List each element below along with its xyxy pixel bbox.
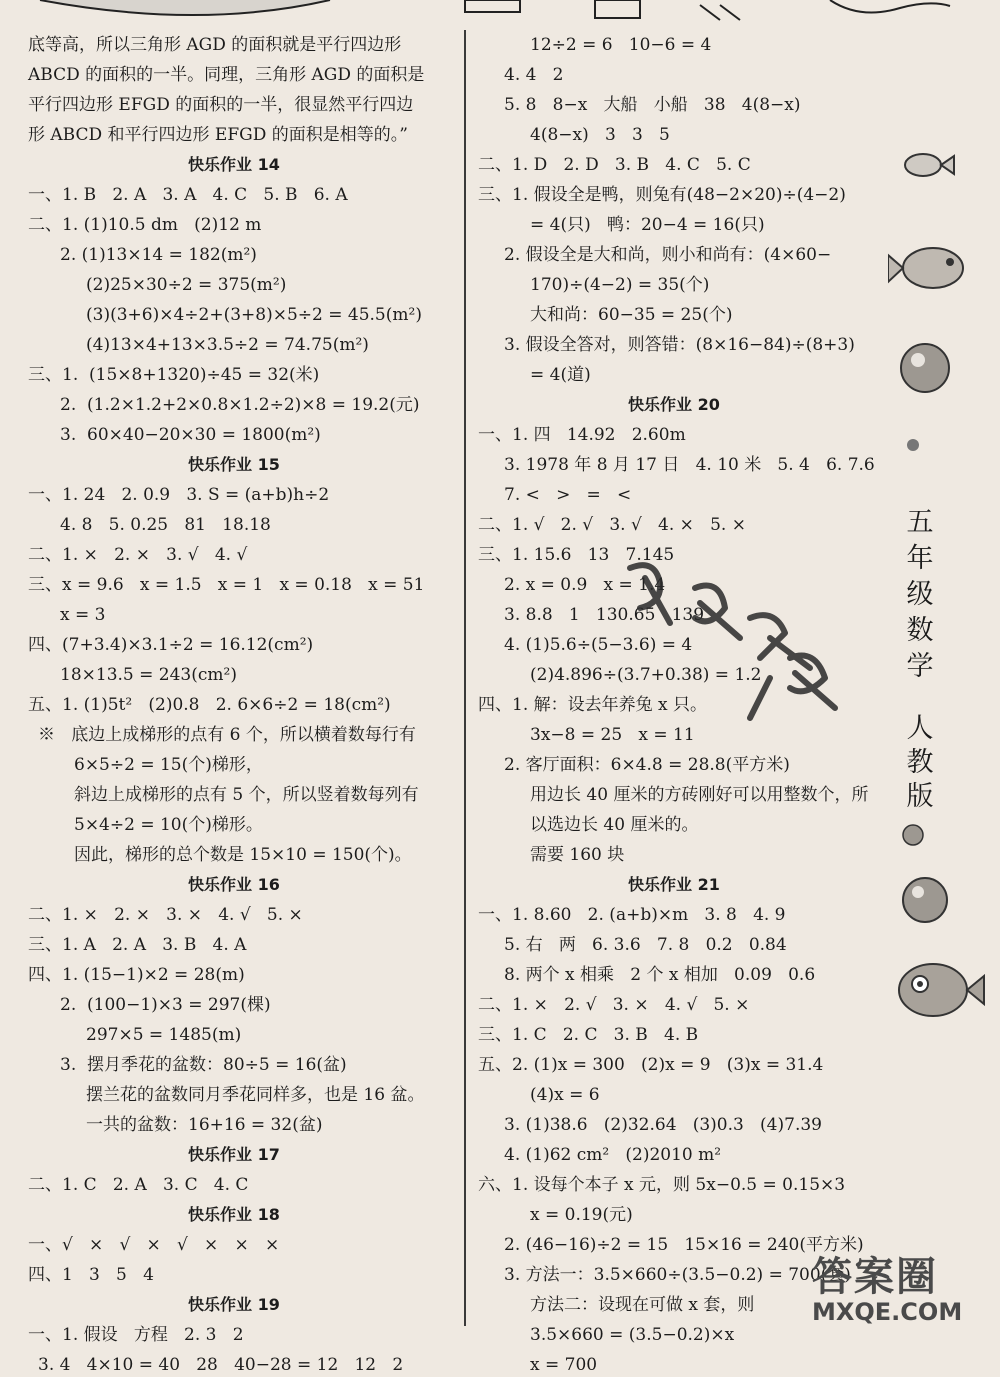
answer-line: 四、1 3 5 4 [28, 1265, 154, 1285]
section-heading: 快乐作业 17 [188, 1145, 280, 1164]
section-heading: 快乐作业 16 [188, 875, 280, 894]
answer-line: 5×4÷2 = 10(个)梯形。 [74, 815, 263, 835]
answer-line: 4. (1)5.6÷(5−3.6) = 4 [504, 635, 693, 655]
answer-line: ※ 底边上成梯形的点有 6 个，所以横着数每行有 [38, 725, 416, 745]
fish-icon [905, 154, 954, 176]
answer-line: ABCD 的面积的一半。同理，三角形 AGD 的面积是 [28, 65, 425, 85]
top-decoration [0, 0, 1000, 28]
answer-line: 底等高，所以三角形 AGD 的面积就是平行四边形 [28, 35, 402, 55]
answer-line: 平行四边形 EFGD 的面积的一半，很显然平行四边 [28, 95, 414, 115]
answer-line: 三、1. C 2. C 3. B 4. B [478, 1025, 699, 1045]
bubble-icon [901, 344, 949, 392]
answer-line: 二、1. × 2. √ 3. × 4. √ 5. × [478, 995, 750, 1015]
answer-line: (4)13×4+13×3.5÷2 = 74.75(m²) [86, 335, 369, 355]
book-title: 五年级数学 [906, 507, 934, 682]
answer-line: 四、1. (15−1)×2 = 28(m) [28, 965, 245, 985]
answer-line: 一共的盆数：16+16 = 32(盆) [86, 1115, 323, 1135]
answer-line: 2. 客厅面积：6×4.8 = 28.8(平方米) [504, 755, 790, 775]
answer-line: 3. (1)38.6 (2)32.64 (3)0.3 (4)7.39 [504, 1115, 822, 1135]
answer-line: 四、(7+3.4)×3.1÷2 = 16.12(cm²) [28, 635, 314, 655]
watermark-logo: 答案圈 [812, 1254, 938, 1300]
answer-line: 三、x = 9.6 x = 1.5 x = 1 x = 0.18 x = 51 [28, 575, 425, 595]
answer-line: 以选边长 40 厘米的。 [530, 815, 699, 835]
answer-line: 4(8−x) 3 3 5 [530, 125, 670, 145]
answer-line: = 4(道) [530, 365, 591, 385]
answer-line: 6×5÷2 = 15(个)梯形， [74, 755, 263, 775]
answer-line: 5. 右 两 6. 3.6 7. 8 0.2 0.84 [504, 935, 787, 955]
answer-line: 斜边上成梯形的点有 5 个，所以竖着数每列有 [74, 785, 419, 805]
answer-line: 8. 两个 x 相乘 2 个 x 相加 0.09 0.6 [504, 965, 816, 985]
answer-line: 一、1. 24 2. 0.9 3. S = (a+b)h÷2 [28, 485, 330, 505]
answer-line: x = 700 [530, 1355, 598, 1375]
answer-line: 六、1. 设每个本子 x 元，则 5x−0.5 = 0.15×3 [478, 1175, 846, 1195]
answer-line: 五、2. (1)x = 300 (2)x = 9 (3)x = 31.4 [478, 1055, 824, 1075]
edition-label: 人教版 [906, 713, 934, 812]
section-heading: 快乐作业 18 [188, 1205, 280, 1224]
answer-line: 大和尚：60−35 = 25(个) [530, 305, 733, 325]
fish-icon [899, 964, 984, 1016]
answer-line: 3. 60×40−20×30 = 1800(m²) [60, 425, 321, 445]
answer-line: 297×5 = 1485(m) [86, 1025, 242, 1045]
answer-line: x = 0.19(元) [530, 1205, 633, 1225]
answer-line: 五、1. (1)5t² (2)0.8 2. 6×6÷2 = 18(cm²) [28, 695, 391, 715]
answer-line: 170)÷(4−2) = 35(个) [530, 275, 710, 295]
answer-line: 二、1. × 2. × 3. √ 4. √ [28, 545, 248, 565]
answer-line: 3x−8 = 25 x = 11 [530, 725, 695, 745]
answer-line: 18×13.5 = 243(cm²) [60, 665, 237, 685]
answer-line: 需要 160 块 [530, 845, 625, 865]
answer-line: 三、1. 15.6 13 7.145 [478, 545, 675, 565]
section-heading: 快乐作业 15 [188, 455, 280, 474]
bubble-icon [907, 439, 919, 451]
answer-line: 四、1. 解：设去年养兔 x 只。 [478, 695, 708, 715]
answer-line: 2. 假设全是大和尚，则小和尚有：(4×60− [504, 245, 832, 265]
answer-line: 形 ABCD 和平行四边形 EFGD 的面积是相等的。” [28, 125, 408, 145]
watermark-url: MXQE.COM [812, 1298, 963, 1326]
section-heading: 快乐作业 19 [188, 1295, 280, 1314]
answer-line: 3.5×660 = (3.5−0.2)×x [530, 1325, 735, 1345]
answer-line: = 4(只) 鸭：20−4 = 16(只) [530, 215, 765, 235]
answer-line: 2. (1)13×14 = 182(m²) [60, 245, 257, 265]
answer-line: 7. < > = < [504, 485, 632, 505]
answer-line: (2)25×30÷2 = 375(m²) [86, 275, 287, 295]
answer-line: 三、1. A 2. A 3. B 4. A [28, 935, 247, 955]
fish-icon [888, 248, 963, 288]
answer-line: (4)x = 6 [530, 1085, 600, 1105]
answer-line: 一、1. B 2. A 3. A 4. C 5. B 6. A [28, 185, 348, 205]
watermark [812, 1255, 962, 1325]
answer-line: 二、1. √ 2. √ 3. √ 4. × 5. × [478, 515, 746, 535]
answer-line: 一、√ × √ × √ × × × [28, 1235, 280, 1255]
answer-line: 4. (1)62 cm² (2)2010 m² [504, 1145, 722, 1165]
answer-line: 因此，梯形的总个数是 15×10 = 150(个)。 [74, 845, 412, 865]
answer-line: 2. (1.2×1.2+2×0.8×1.2÷2)×8 = 19.2(元) [60, 395, 420, 415]
answer-line: (2)4.896÷(3.7+0.38) = 1.2 [530, 665, 762, 685]
answer-line: 12÷2 = 6 10−6 = 4 [530, 35, 712, 55]
answer-line: 用边长 40 厘米的方砖刚好可以用整数个，所 [530, 785, 869, 805]
answer-line: 一、1. 假设 方程 2. 3 2 [28, 1325, 244, 1345]
answer-line: 二、1. D 2. D 3. B 4. C 5. C [478, 155, 751, 175]
bubble-icon [903, 825, 923, 845]
answer-line: x = 3 [60, 605, 106, 625]
answer-line: 一、1. 8.60 2. (a+b)×m 3. 8 4. 9 [478, 905, 786, 925]
answer-line: 2. x = 0.9 x = 1.4 [504, 575, 666, 595]
answer-line: 三、1. 假设全是鸭，则兔有(48−2×20)÷(4−2) [478, 185, 846, 205]
answer-line: 2. (100−1)×3 = 297(棵) [60, 995, 271, 1015]
answer-line: 3. 4 4×10 = 40 28 40−28 = 12 12 2 [38, 1355, 404, 1375]
answer-line: 摆兰花的盆数同月季花同样多，也是 16 盆。 [86, 1085, 425, 1105]
answer-line: 3. 假设全答对，则答错：(8×16−84)÷(8+3) [504, 335, 855, 355]
answer-line: 5. 8 8−x 大船 小船 38 4(8−x) [504, 95, 801, 115]
section-heading: 快乐作业 20 [628, 395, 720, 414]
answer-line: 3. 方法一：3.5×660÷(3.5−0.2) = 700(套) [504, 1265, 851, 1285]
column-divider [464, 30, 466, 1326]
answer-line: 3. 摆月季花的盆数：80÷5 = 16(盆) [60, 1055, 347, 1075]
bubble-icon [903, 878, 947, 922]
handwritten-stamp [600, 548, 860, 728]
answer-line: 三、1. (15×8+1320)÷45 = 32(米) [28, 365, 320, 385]
answer-line: 二、1. × 2. × 3. × 4. √ 5. × [28, 905, 303, 925]
answer-line: 方法二：设现在可做 x 套，则 [530, 1295, 755, 1315]
section-heading: 快乐作业 21 [628, 875, 720, 894]
answer-line: (3)(3+6)×4÷2+(3+8)×5÷2 = 45.5(m²) [86, 305, 422, 325]
answer-line: 3. 8.8 1 130.65 139 [504, 605, 705, 625]
answer-line: 4. 8 5. 0.25 81 18.18 [60, 515, 271, 535]
answer-line: 2. (46−16)÷2 = 15 15×16 = 240(平方米) [504, 1235, 864, 1255]
section-heading: 快乐作业 14 [188, 155, 280, 174]
answer-line: 4. 4 2 [504, 65, 564, 85]
answer-line: 一、1. 四 14.92 2.60m [478, 425, 686, 445]
answer-line: 二、1. C 2. A 3. C 4. C [28, 1175, 249, 1195]
answer-line: 3. 1978 年 8 月 17 日 4. 10 米 5. 4 6. 7.6 [504, 455, 875, 475]
answer-line: 二、1. (1)10.5 dm (2)12 m [28, 215, 262, 235]
